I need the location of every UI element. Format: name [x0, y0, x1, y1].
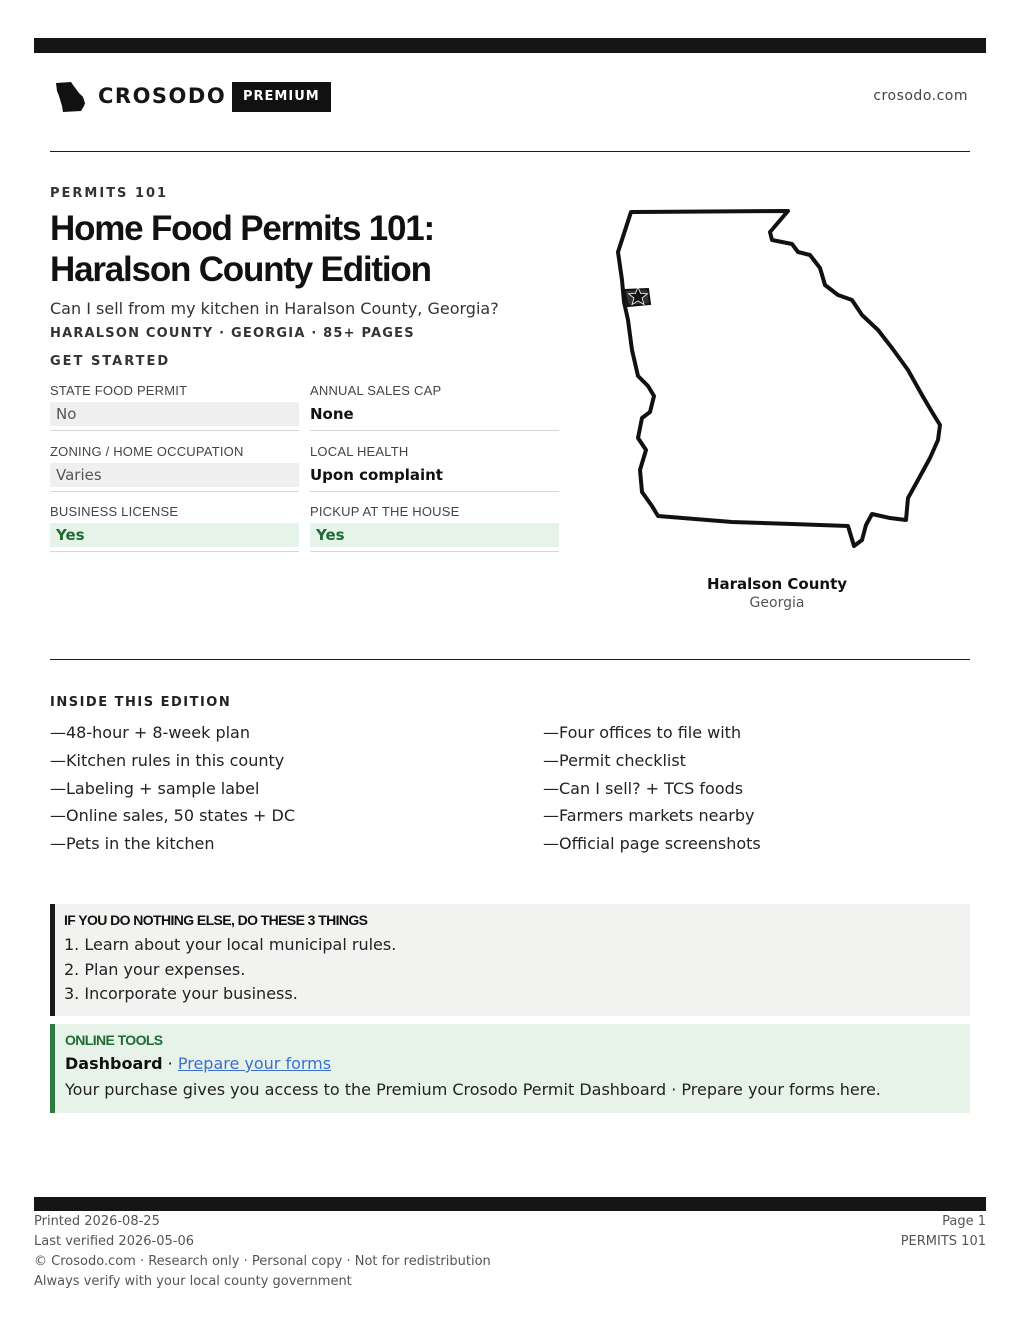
toc-right-column	[543, 719, 761, 858]
top-bar	[34, 38, 986, 53]
fact-label: BUSINESS LICENSE	[50, 504, 179, 519]
toc-item: —Labeling + sample label	[50, 778, 260, 798]
must-do-item: 1. Learn about your local municipal rules.	[64, 935, 397, 954]
toc-item: —Farmers markets nearby	[543, 806, 755, 826]
prepare-forms-link[interactable]: Prepare your forms	[177, 1054, 332, 1073]
header	[50, 78, 970, 118]
toc-item: —Kitchen rules in this county	[50, 750, 285, 770]
online-tools-description: Your purchase gives you access to the Premium Crosodo Permit Dashboard · Prepare your forms here.	[65, 1080, 881, 1099]
fact-business-license	[50, 504, 299, 558]
verified-date: Last verified 2026-05-06	[34, 1234, 194, 1249]
site-url[interactable]: crosodo.com	[873, 88, 968, 104]
bottom-bar	[34, 1197, 986, 1211]
fact-value: None	[310, 405, 354, 423]
toc-item: —Pets in the kitchen	[50, 834, 215, 854]
premium-badge: PREMIUM	[232, 82, 331, 112]
fact-label: ANNUAL SALES CAP	[310, 383, 442, 398]
fact-label: PICKUP AT THE HOUSE	[310, 504, 460, 519]
title-line-2: Haralson County Edition	[50, 250, 431, 289]
eyebrow: PERMITS 101	[50, 186, 169, 201]
footer-right	[901, 1212, 986, 1252]
fact-label: ZONING / HOME OCCUPATION	[50, 444, 244, 459]
get-started-heading: GET STARTED	[50, 354, 171, 369]
toc-item: —48-hour + 8-week plan	[50, 723, 250, 742]
header-divider	[50, 151, 970, 152]
map-caption	[677, 575, 877, 611]
must-do-item: 3. Incorporate your business.	[64, 984, 298, 1003]
fact-annual-sales-cap	[310, 383, 559, 437]
fact-value: Yes	[310, 523, 559, 547]
georgia-outline	[618, 211, 940, 546]
title-line-1: Home Food Permits 101:	[50, 209, 434, 248]
online-tools-callout	[50, 1024, 970, 1113]
inside-heading: INSIDE THIS EDITION	[50, 695, 232, 710]
brand-name: CROSODO	[98, 84, 227, 108]
section-divider	[50, 659, 970, 660]
page-number: Page 1	[942, 1214, 986, 1229]
fact-divider	[310, 551, 559, 552]
separator: ·	[162, 1054, 178, 1073]
fact-divider	[310, 430, 559, 431]
online-tools-heading: ONLINE TOOLS	[65, 1032, 163, 1048]
must-do-callout	[50, 904, 970, 1016]
fact-label: STATE FOOD PERMIT	[50, 383, 188, 398]
toc-item: —Four offices to file with	[543, 723, 742, 742]
toc-item: —Online sales, 50 states + DC	[50, 806, 296, 826]
fact-value: Yes	[50, 523, 299, 547]
fact-pickup	[310, 504, 559, 558]
footer-section: PERMITS 101	[900, 1234, 986, 1249]
edition-meta: HARALSON COUNTY · GEORGIA · 85+ PAGES	[50, 326, 415, 341]
fact-zoning	[50, 444, 299, 498]
copyright: © Crosodo.com · Research only · Personal copy · Not for redistribution	[34, 1254, 491, 1269]
fact-label: LOCAL HEALTH	[310, 444, 409, 459]
printed-date: Printed 2026-08-25	[34, 1214, 160, 1229]
page-title	[50, 208, 590, 290]
map-county-name: Haralson County	[706, 575, 848, 593]
fact-local-health	[310, 444, 559, 498]
fact-value: No	[50, 402, 299, 426]
must-do-item: 2. Plan your expenses.	[64, 959, 246, 979]
fact-value: Varies	[50, 463, 299, 487]
fact-divider	[50, 430, 299, 431]
footer-left	[34, 1212, 491, 1292]
map-state-name: Georgia	[749, 595, 805, 611]
toc-item: —Can I sell? + TCS foods	[543, 778, 744, 798]
fact-divider	[50, 491, 299, 492]
dashboard-label: Dashboard	[65, 1054, 163, 1073]
toc-item: —Official page screenshots	[543, 834, 761, 854]
fact-divider	[310, 491, 559, 492]
verify-note: Always verify with your local county government	[34, 1274, 352, 1289]
subtitle: Can I sell from my kitchen in Haralson County, Georgia?	[50, 299, 499, 318]
must-do-heading: IF YOU DO NOTHING ELSE, DO THESE 3 THINGS	[64, 912, 368, 928]
georgia-logo-icon	[54, 80, 88, 114]
fact-value: Upon complaint	[310, 466, 443, 484]
online-tools-links	[65, 1053, 970, 1075]
toc-left-column	[50, 719, 295, 858]
georgia-map	[600, 200, 950, 555]
fact-state-food-permit	[50, 383, 299, 437]
toc-item: —Permit checklist	[543, 750, 686, 770]
fact-divider	[50, 551, 299, 552]
